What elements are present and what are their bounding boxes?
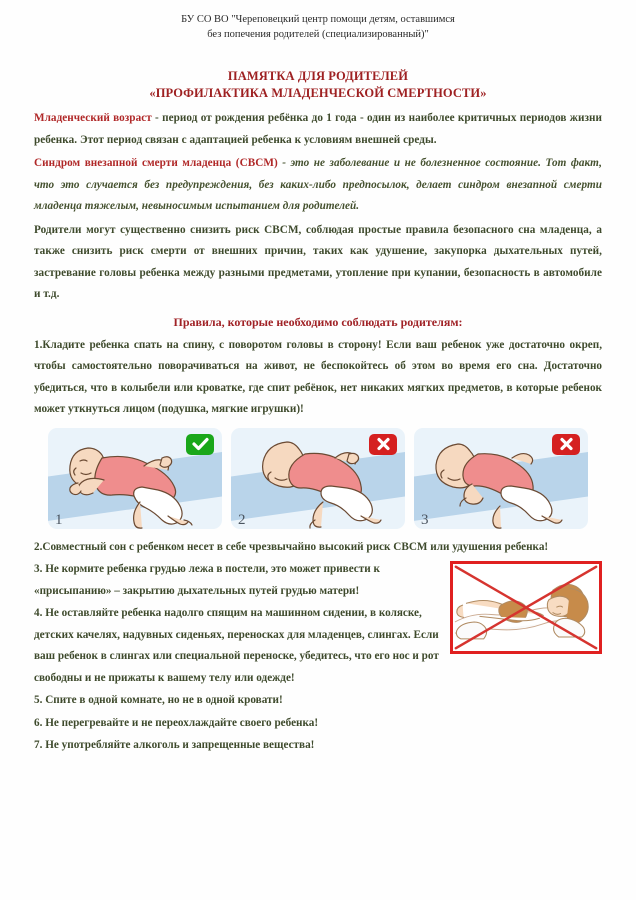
rules-heading: Правила, которые необходимо соблюдать родителям:: [173, 314, 463, 329]
illustration-panel-2: [231, 428, 405, 529]
mother-breastfeeding-lying-illustration: [453, 564, 599, 651]
no-lying-breastfeeding-image: [450, 561, 602, 654]
rule-item-7: 7. Не употребляйте алкоголь и запрещенные вещества!: [34, 739, 315, 751]
rule-item-5: 5. Спите в одной комнате, но не в одной кровати!: [34, 694, 283, 706]
panel-number-1: 1: [55, 511, 63, 528]
term-infancy: Младенческий возраст: [34, 112, 152, 124]
check-icon: [186, 434, 214, 455]
rule-item-6: 6. Не перегревайте и не переохлаждайте своего ребенка!: [34, 716, 319, 729]
sleep-position-illustrations: [34, 428, 602, 529]
illustration-panel-1: [48, 428, 222, 529]
panel-number-2: 2: [238, 511, 246, 528]
intro-text-sids: - это не заболевание и не болезненное состояние. Тот факт, что это случается без предупреждения, без каких-либо предпосылок, делает синдром внезапной смерти младенца тяжелым, невыносимым испытанием для родителей.: [34, 157, 602, 212]
intro-paragraph-infancy: [34, 108, 602, 151]
organization-line-2: без попечения родителей (специализированный)": [207, 29, 429, 40]
rule-item-1: 1.Кладите ребенка спать на спину, с поворотом головы в сторону! Если ваш ребенок уже достаточно окреп, чтобы самостоятельно поворачиваться на живот, не беспокойтесь об этом во время его сна. Достаточно убедиться, что в колыбели или кроватке, где спит ребёнок, нет никаких мягких предметов, в которые ребенок может уткнуться лицом (подушка, мягкие игрушки)!: [34, 338, 602, 415]
organization-header: [34, 12, 602, 42]
intro-paragraph-risk: Родители могут существенно снизить риск СВСМ, соблюдая простые правила безопасного сна младенца, а также снизить риск смерти от внешних причин, таких как удушение, закупорка дыхательных путей, застревание головы ребенка между разными предметами, утопление при купании, безопасность в автомобиле и т.д.: [34, 223, 602, 300]
intro-paragraph-sids: [34, 153, 602, 218]
panel-number-3: 3: [421, 511, 429, 528]
document-subtitle: «ПРОФИЛАКТИКА МЛАДЕНЧЕСКОЙ СМЕРТНОСТИ»: [149, 86, 487, 100]
rule-item-3: 3. Не кормите ребенка грудью лежа в постели, это может привести к «присыпанию» – закрытию дыхательных путей грудью матери!: [34, 563, 380, 597]
intro-text-infancy: - период от рождения ребёнка до 1 года - один из наиболее критичных периодов жизни ребенка. Этот период связан с адаптацией ребенка к условиям внешней среды.: [34, 112, 602, 146]
illustration-panel-3: [414, 428, 588, 529]
rule-3-block: [34, 559, 602, 690]
term-sids: Синдром внезапной смерти младенца (СВСМ): [34, 157, 278, 169]
rule-item-4: 4. Не оставляйте ребенка надолго спящим на машинном сидении, в коляске, детских качелях, надувных сиденьях, переносках для младенцев, слингах. Если ваш ребенок в слингах или специальной переноске, убедитесь, что его нос и рот свободны и не прижаты к вашему телу или одежде!: [34, 607, 439, 684]
cross-icon: [552, 434, 580, 455]
document-title: ПАМЯТКА ДЛЯ РОДИТЕЛЕЙ: [227, 69, 409, 83]
rule-item-2: 2.Совместный сон с ребенком несет в себе чрезвычайно высокий риск СВСМ или удушения ребенка!: [34, 540, 549, 553]
organization-line-1: БУ СО ВО "Череповецкий центр помощи детям, оставшимся: [181, 14, 455, 25]
cross-icon: [369, 434, 397, 455]
